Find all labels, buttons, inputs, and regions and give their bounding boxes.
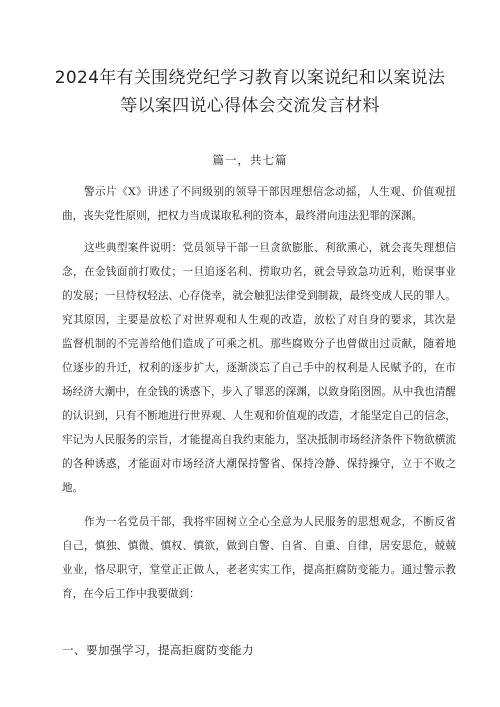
section-heading: 篇一，共七篇: [212, 153, 288, 167]
title-line-2: 等以案四说心得体会交流发言材料: [120, 96, 380, 116]
paragraph-line: 作为一名党员干部，我将牢固树立全心全意为人民服务的思想观念，不断反省: [84, 516, 456, 528]
paragraph-2: [62, 236, 456, 500]
paragraph-line: 监督机制的不完善给他们造成了可乘之机。那些腐败分子也曾做出过贡献，随着地: [62, 338, 456, 350]
paragraph-line: 曲，丧失党性原则，把权力当成谋取私利的资本，最终滑向违法犯罪的深渊。: [62, 210, 423, 222]
paragraph-line: 自己，慎独、慎微、慎权、慎欲，做到自警、自省、自重、自律，居安思危，兢兢: [62, 540, 456, 552]
paragraph-line: 育，在今后工作中我要做到：: [62, 588, 200, 600]
paragraph-line: 的发展；一旦恃权轻法、心存侥幸，就会触犯法律受到制裁，最终变成人民的罪人。: [62, 290, 456, 302]
paragraph-line: 业业，恪尽职守，堂堂正正做人，老老实实工作，提高拒腐防变能力。通过警示教: [62, 564, 456, 576]
paragraph-line: 的认识到，只有不断地进行世界观、人生观和价值观的改造，才能坚定自己的信念，: [62, 410, 456, 422]
paragraph-line: 地。: [62, 482, 84, 494]
paragraph-line: 的各种诱惑，才能面对市场经济大潮保持警省、保持冷静、保持操守，立于不败之: [62, 458, 456, 470]
document-title: [20, 64, 480, 120]
subheading: 一、要加强学习，提高拒腐防变能力: [62, 643, 254, 657]
paragraph-1: [62, 180, 456, 228]
paragraph-line: 警示片《X》讲述了不同级别的领导干部因理想信念动摇，人生观、价值观扭: [84, 186, 456, 198]
paragraph-3: [62, 510, 456, 606]
paragraph-line: 这些典型案件说明：党员领导干部一旦贪欲膨胀、利欲熏心，就会丧失理想信: [84, 242, 456, 254]
paragraph-line: 念，在金钱面前打败仗；一旦追逐名利、捞取功名，就会导致急功近利，贻误事业: [62, 266, 456, 278]
paragraph-line: 牢记为人民服务的宗旨，才能提高自我约束能力，坚决抵制市场经济条件下物欲横流: [62, 434, 456, 446]
paragraph-line: 位逐步的升迁，权利的逐步扩大，逐渐淡忘了自己手中的权利是人民赋予的，在市: [62, 362, 456, 374]
title-line-1: 2024年有关围绕党纪学习教育以案说纪和以案说法: [54, 68, 446, 88]
paragraph-line: 究其原因，主要是放松了对世界观和人生观的改造，放松了对自身的要求，其次是: [62, 314, 456, 326]
paragraph-line: 场经济大潮中，在金钱的诱惑下，步入了罪恶的深渊，以致身陷囹圄。从中我也清醒: [62, 386, 456, 398]
